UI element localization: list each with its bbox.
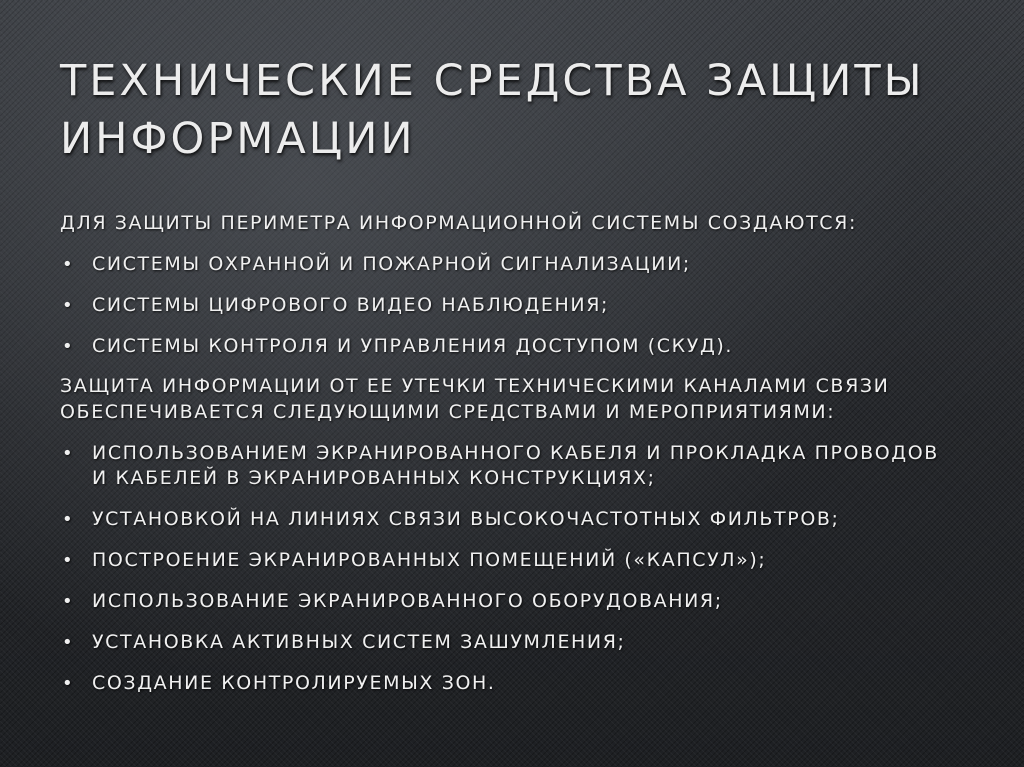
bullet-icon: •: [62, 673, 75, 694]
bullet-icon: •: [62, 254, 75, 275]
bullet-icon: •: [62, 550, 75, 571]
list-item-text: УСТАНОВКОЙ НА ЛИНИЯХ СВЯЗИ ВЫСОКОЧАСТОТНЫХ ФИЛЬТРОВ;: [92, 508, 840, 530]
bullet-icon: •: [62, 443, 75, 464]
list-item: [60, 252, 940, 277]
slide-body: [60, 210, 940, 696]
list-item-text: СИСТЕМЫ ОХРАННОЙ И ПОЖАРНОЙ СИГНАЛИЗАЦИИ;: [92, 253, 691, 275]
bullet-icon: •: [62, 336, 75, 357]
bullet-icon: •: [62, 632, 75, 653]
leak-protection-list: [60, 441, 940, 696]
list-item-text: ИСПОЛЬЗОВАНИЕ ЭКРАНИРОВАННОГО ОБОРУДОВАНИЯ;: [92, 590, 723, 612]
bullet-icon: •: [62, 591, 75, 612]
list-item-text: СОЗДАНИЕ КОНТРОЛИРУЕМЫХ ЗОН.: [92, 672, 496, 694]
list-item: [60, 548, 940, 573]
list-item: [60, 441, 940, 491]
list-item: [60, 334, 940, 359]
list-item-text: ПОСТРОЕНИЕ ЭКРАНИРОВАННЫХ ПОМЕЩЕНИЙ («КАПСУЛ»);: [92, 549, 767, 571]
list-item: [60, 630, 940, 655]
list-item-text: УСТАНОВКА АКТИВНЫХ СИСТЕМ ЗАШУМЛЕНИЯ;: [92, 631, 626, 653]
list-item: [60, 507, 940, 532]
list-item: [60, 589, 940, 614]
perimeter-intro: ДЛЯ ЗАЩИТЫ ПЕРИМЕТРА ИНФОРМАЦИОННОЙ СИСТЕМЫ СОЗДАЮТСЯ:: [60, 212, 857, 234]
list-item: [60, 293, 940, 318]
leak-protection-intro: ЗАЩИТА ИНФОРМАЦИИ ОТ ЕЕ УТЕЧКИ ТЕХНИЧЕСКИМИ КАНАЛАМИ СВЯЗИ ОБЕСПЕЧИВАЕТСЯ СЛЕДУЮЩИМИ СРЕДСТВАМИ И МЕРОПРИЯТИЯМИ:: [60, 375, 890, 423]
bullet-icon: •: [62, 295, 75, 316]
list-item-text: СИСТЕМЫ ЦИФРОВОГО ВИДЕО НАБЛЮДЕНИЯ;: [92, 294, 610, 316]
list-item-text: СИСТЕМЫ КОНТРОЛЯ И УПРАВЛЕНИЯ ДОСТУПОМ (СКУД).: [92, 335, 734, 357]
slide-title: ТЕХНИЧЕСКИЕ СРЕДСТВА ЗАЩИТЫ ИНФОРМАЦИИ: [60, 56, 925, 164]
perimeter-list: [60, 252, 940, 359]
list-item-text: ИСПОЛЬЗОВАНИЕМ ЭКРАНИРОВАННОГО КАБЕЛЯ И ПРОКЛАДКА ПРОВОДОВ И КАБЕЛЕЙ В ЭКРАНИРОВАННЫХ КОНСТРУКЦИЯХ;: [92, 442, 939, 489]
list-item: [60, 671, 940, 696]
bullet-icon: •: [62, 509, 75, 530]
